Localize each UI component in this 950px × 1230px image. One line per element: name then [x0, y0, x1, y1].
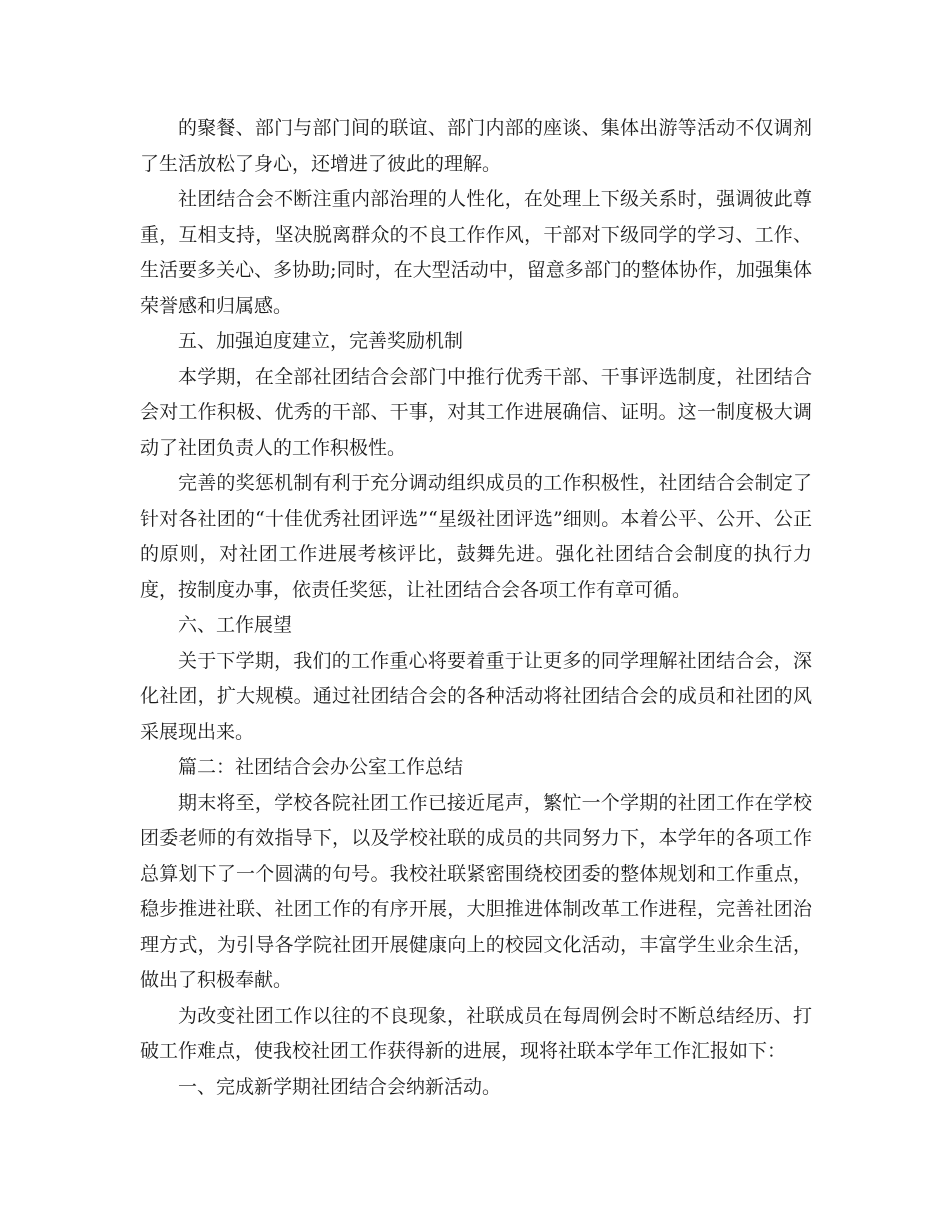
section-heading-6: 六、工作展望 [178, 614, 293, 636]
article-heading-2: 篇二：社团结合会办公室工作总结 [178, 756, 464, 778]
paragraph-3: 本学期，在全部社团结合会部门中推行优秀干部、干事评选制度，社团结合会对工作积极、优秀的干部、干事，对其工作进展确信、证明。这一制度极大调动了社团负责人的工作积极性。 [140, 365, 812, 459]
section-heading-1: 一、完成新学期社团结合会纳新活动。 [178, 1075, 502, 1098]
paragraph-5: 关于下学期，我们的工作重心将要着重于让更多的同学理解社团结合会，深化社团，扩大规模。通过社团结合会的各种活动将社团结合会的成员和社团的风采展现出来。 [140, 649, 812, 743]
paragraph-4: 完善的奖惩机制有利于充分调动组织成员的工作积极性，社团结合会制定了针对各社团的“十佳优秀社团评选”“星级社团评选”细则。本着公平、公开、公正的原则，对社团工作进展考核评比，鼓舞先进。强化社团结合会制度的执行力度，按制度办事，依责任奖惩，让社团结合会各项工作有章可循。 [140, 472, 812, 601]
document-body [140, 111, 812, 1105]
paragraph-6: 期末将至，学校各院社团工作已接近尾声，繁忙一个学期的社团工作在学校团委老师的有效指导下，以及学校社联的成员的共同努力下，本学年的各项工作总算划下了一个圆满的句号。我校社联紧密围绕校团委的整体规划和工作重点，稳步推进社联、社团工作的有序开展，大胆推进体制改革工作进程，完善社团治理方式，为引导各学院社团开展健康向上的校园文化活动，丰富学生业余生活，做出了积极奉献。 [140, 791, 812, 991]
section-heading-5: 五、加强迫度建立，完善奖励机制 [178, 330, 464, 352]
paragraph-7: 为改变社团工作以往的不良现象，社联成员在每周例会时不断总结经历、打破工作难点，使我校社团工作获得新的进展，现将社联本学年工作汇报如下： [140, 1004, 812, 1062]
paragraph-1: 的聚餐、部门与部门间的联谊、部门内部的座谈、集体出游等活动不仅调剂了生活放松了身心，还增进了彼此的理解。 [140, 117, 812, 175]
paragraph-2: 社团结合会不断注重内部治理的人性化，在处理上下级关系时，强调彼此尊重，互相支持，坚决脱离群众的不良工作作风，干部对下级同学的学习、工作、生活要多关心、多协助;同时，在大型活动中，留意多部门的整体协作，加强集体荣誉感和归属感。 [140, 188, 812, 317]
